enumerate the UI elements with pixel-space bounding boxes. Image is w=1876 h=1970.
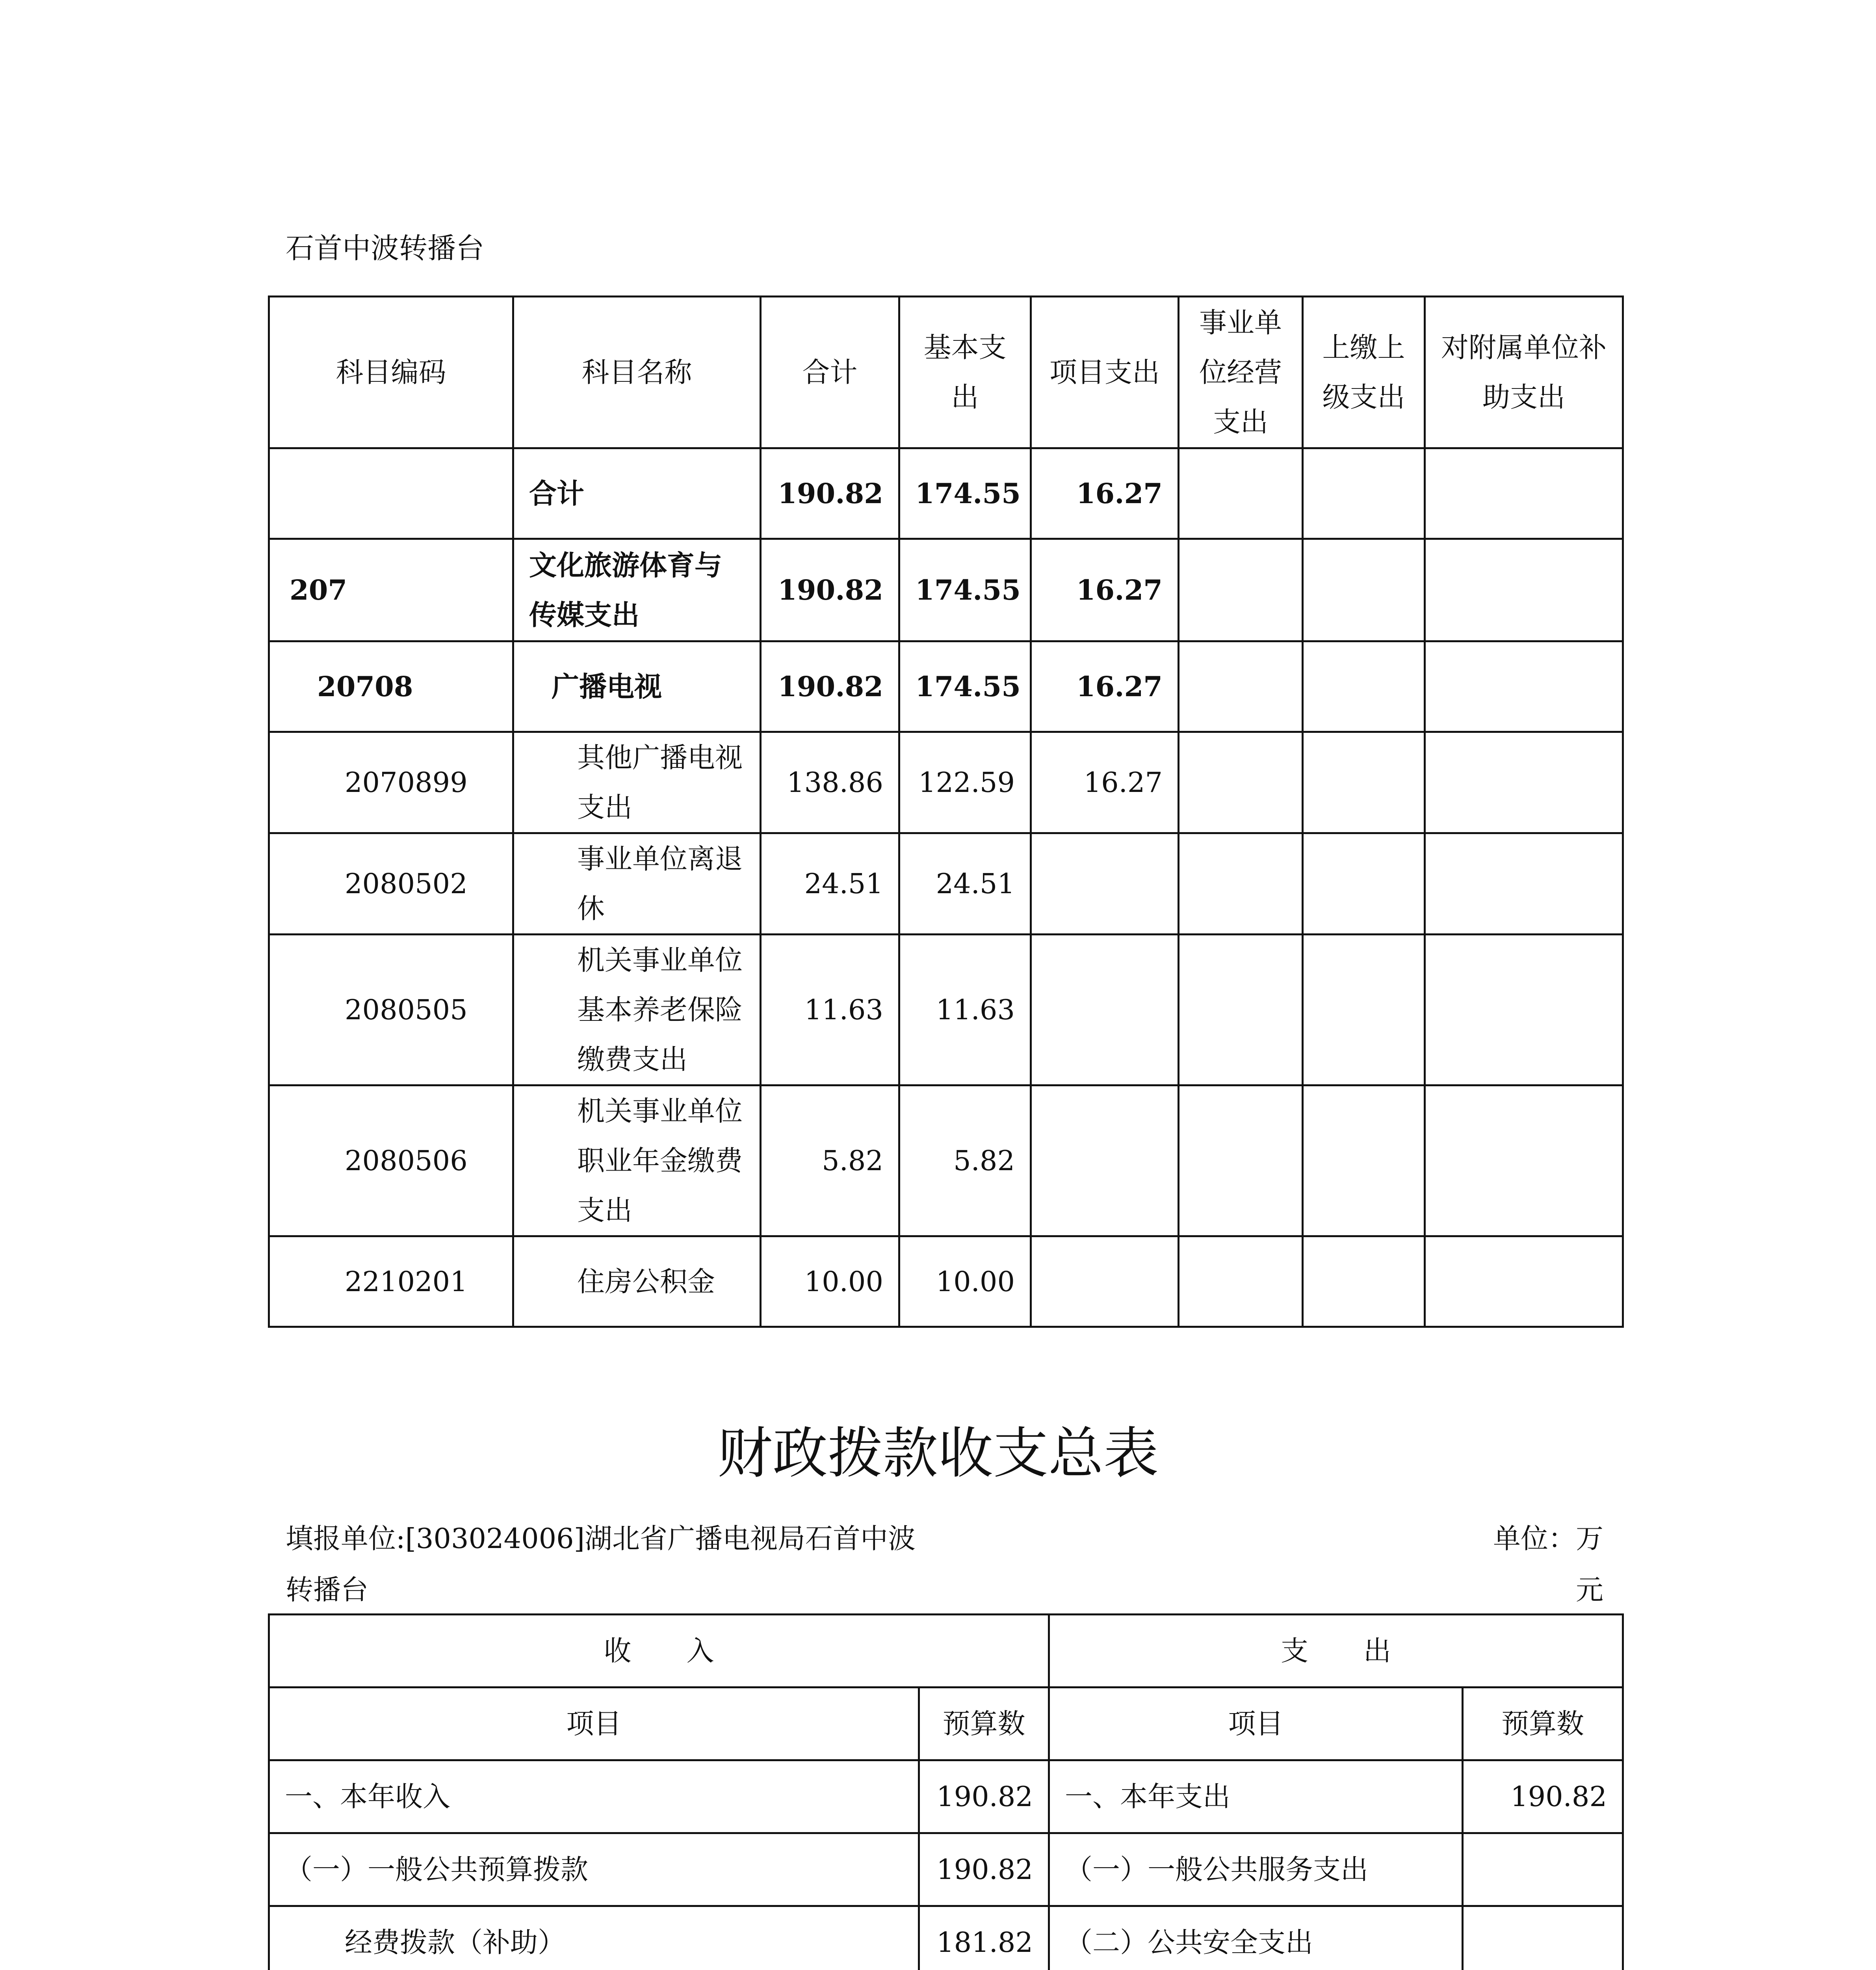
income-amount: 181.82: [919, 1906, 1049, 1970]
row-basic: 10.00: [899, 1236, 1031, 1327]
unit-label: 单位：万元: [1493, 1522, 1603, 1606]
row-basic: 122.59: [899, 732, 1031, 833]
fill-unit: 填报单位:[303024006]湖北省广播电视局石首中波转播台: [286, 1522, 916, 1606]
expense-amount: [1463, 1906, 1623, 1970]
table-row: [269, 1833, 1623, 1906]
table-row: [269, 1085, 1623, 1236]
header-project: 项目支出: [1031, 297, 1179, 448]
row-empty: [1303, 641, 1425, 732]
unit-name: 石首中波转播台: [286, 232, 485, 265]
row-name: 机关事业单位基本养老保险缴费支出: [513, 935, 761, 1085]
row-basic: 5.82: [899, 1085, 1031, 1236]
expense-header: 支 出: [1049, 1615, 1623, 1688]
row-empty: [1425, 732, 1623, 833]
row-empty: [1179, 1236, 1303, 1327]
income-item: （一）一般公共预算拨款: [269, 1833, 919, 1906]
income-amount: 190.82: [919, 1833, 1049, 1906]
row-empty: [1425, 1236, 1623, 1327]
table-header-row: [269, 1615, 1623, 1688]
row-total: 5.82: [761, 1085, 899, 1236]
row-empty: [1425, 539, 1623, 641]
table-row: [269, 732, 1623, 833]
row-name: 机关事业单位职业年金缴费支出: [513, 1085, 761, 1236]
row-empty: [1179, 448, 1303, 539]
row-total: 138.86: [761, 732, 899, 833]
header-total: 合计: [761, 297, 899, 448]
page-title: 财政拨款收支总表: [717, 1422, 1159, 1486]
row-empty: [1425, 448, 1623, 539]
row-empty: [1179, 935, 1303, 1085]
row-empty: [1303, 833, 1425, 935]
income-amount: 190.82: [919, 1760, 1049, 1833]
row-empty: [1303, 732, 1425, 833]
table-row: [269, 833, 1623, 935]
expense-amount: [1463, 1833, 1623, 1906]
row-empty: [1179, 1085, 1303, 1236]
row-project: [1031, 1085, 1179, 1236]
expense-item: （一）一般公共服务支出: [1049, 1833, 1463, 1906]
income-item: 一、本年收入: [269, 1760, 919, 1833]
expense-item: （二）公共安全支出: [1049, 1906, 1463, 1970]
row-name: 住房公积金: [513, 1236, 761, 1327]
income-header: 收 入: [269, 1615, 1049, 1688]
header-business: 事业单位经营支出: [1179, 297, 1303, 448]
row-project: [1031, 935, 1179, 1085]
row-basic: 174.55: [899, 641, 1031, 732]
header-remit: 上缴上级支出: [1303, 297, 1425, 448]
row-empty: [1303, 935, 1425, 1085]
expense-amount: 190.82: [1463, 1760, 1623, 1833]
expense-item: 一、本年支出: [1049, 1760, 1463, 1833]
row-empty: [1425, 1085, 1623, 1236]
table-row: [269, 448, 1623, 539]
row-empty: [1303, 448, 1425, 539]
header-subsidy: 对附属单位补助支出: [1425, 297, 1623, 448]
summary-table: [268, 1613, 1624, 1970]
table-row: [269, 1236, 1623, 1327]
row-name: 合计: [513, 448, 761, 539]
row-total: 190.82: [761, 539, 899, 641]
row-code: [269, 448, 513, 539]
row-code: 2080506: [269, 1085, 513, 1236]
row-basic: 24.51: [899, 833, 1031, 935]
row-total: 11.63: [761, 935, 899, 1085]
row-total: 10.00: [761, 1236, 899, 1327]
expense-item-header: 项目: [1049, 1688, 1463, 1760]
row-total: 24.51: [761, 833, 899, 935]
income-item-header: 项目: [269, 1688, 919, 1760]
row-empty: [1425, 641, 1623, 732]
header-name: 科目名称: [513, 297, 761, 448]
income-item: 经费拨款（补助）: [269, 1906, 919, 1970]
income-budget-header: 预算数: [919, 1688, 1049, 1760]
row-code: 2080505: [269, 935, 513, 1085]
table-row: [269, 935, 1623, 1085]
row-code: 2080502: [269, 833, 513, 935]
table-row: [269, 641, 1623, 732]
row-basic: 174.55: [899, 448, 1031, 539]
row-empty: [1425, 935, 1623, 1085]
row-code: 20708: [269, 641, 513, 732]
row-project: 16.27: [1031, 448, 1179, 539]
row-project: 16.27: [1031, 539, 1179, 641]
row-empty: [1179, 732, 1303, 833]
row-empty: [1303, 1236, 1425, 1327]
row-empty: [1303, 1085, 1425, 1236]
table-header-row: [269, 1688, 1623, 1760]
table-row: [269, 1906, 1623, 1970]
row-project: 16.27: [1031, 732, 1179, 833]
row-empty: [1179, 833, 1303, 935]
row-code: 2070899: [269, 732, 513, 833]
row-total: 190.82: [761, 448, 899, 539]
row-basic: 174.55: [899, 539, 1031, 641]
row-name: 文化旅游体育与传媒支出: [513, 539, 761, 641]
row-basic: 11.63: [899, 935, 1031, 1085]
expense-budget-header: 预算数: [1463, 1688, 1623, 1760]
header-code: 科目编码: [269, 297, 513, 448]
row-project: [1031, 833, 1179, 935]
row-code: 2210201: [269, 1236, 513, 1327]
row-name: 其他广播电视支出: [513, 732, 761, 833]
row-empty: [1179, 641, 1303, 732]
row-name: 事业单位离退休: [513, 833, 761, 935]
row-name: 广播电视: [513, 641, 761, 732]
row-total: 190.82: [761, 641, 899, 732]
row-code: 207: [269, 539, 513, 641]
row-project: 16.27: [1031, 641, 1179, 732]
table-row: [269, 1760, 1623, 1833]
table-header-row: [269, 297, 1623, 448]
row-empty: [1179, 539, 1303, 641]
table-row: [269, 539, 1623, 641]
row-empty: [1303, 539, 1425, 641]
header-basic: 基本支出: [899, 297, 1031, 448]
row-project: [1031, 1236, 1179, 1327]
row-empty: [1425, 833, 1623, 935]
expenditure-table: [268, 296, 1624, 1328]
